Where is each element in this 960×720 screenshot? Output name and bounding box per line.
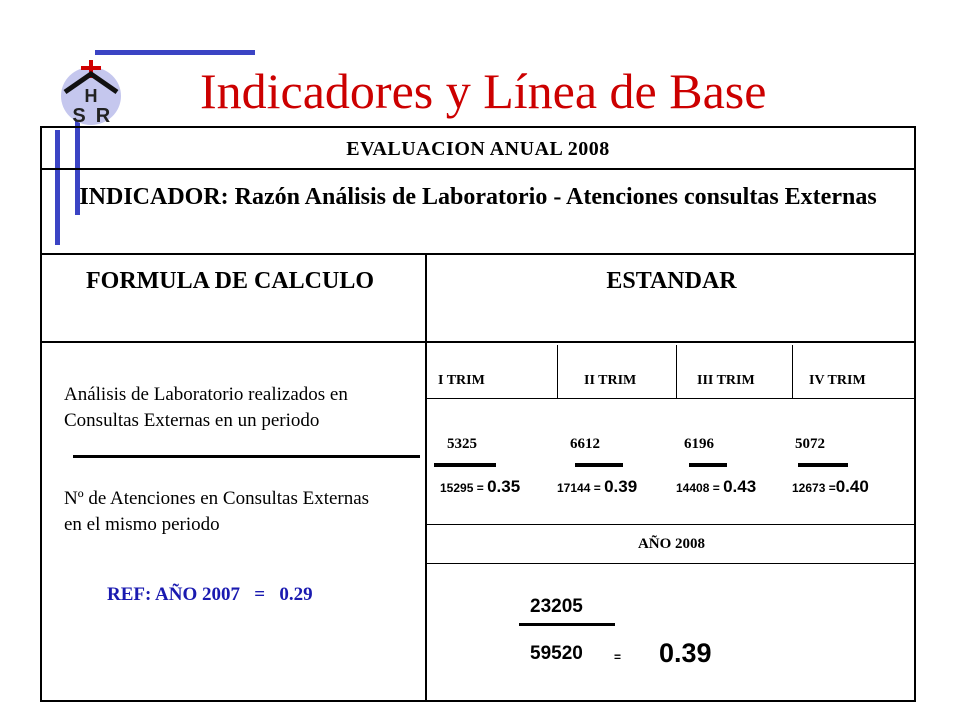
table-divider-1 [40,168,916,170]
quarter-numerator-1: 5325 [447,436,477,452]
indicator-heading: INDICADOR: Razón Análisis de Laboratorio - Atenciones consultas Externas [79,184,877,210]
quarter-denominator-1: 15295 [440,481,474,495]
standard-column-header: ESTANDAR [606,268,737,294]
table-divider-3 [40,341,916,343]
quarter-result-2: 17144 = 0.39 [557,477,638,496]
quarter-denominator-2: 17144 [557,481,591,495]
quarter-denominator-4: 12673 [792,481,826,495]
annual-numerator: 23205 [530,596,583,617]
annual-equals: = [614,650,622,664]
quarter-numerator-2: 6612 [570,436,600,452]
table-column-divider [425,253,427,702]
accent-bar-top [95,50,255,55]
quarter-fraction-bar-4 [798,463,848,467]
hsr-logo [55,58,127,128]
annual-header-divider [427,563,916,564]
quarter-numerator-3: 6196 [684,436,714,452]
quarter-result-3: 14408 = 0.43 [676,477,757,496]
quarter-ratio-4: 0.40 [835,477,869,496]
formula-column-header: FORMULA DE CALCULO [85,268,374,294]
logo-letter-s: S [72,105,86,127]
logo-letter-h: H [84,86,98,106]
annual-fraction-bar [519,623,615,626]
quarter-label-2: II TRIM [584,373,637,388]
quarter-numerator-4: 5072 [795,436,825,452]
quarter-result-4: 12673 =0.40 [792,477,869,496]
quarter-label-1: I TRIM [438,373,485,388]
logo-letter-r: R [95,105,111,127]
quarter-divider-2 [676,345,677,398]
evaluation-heading: EVALUACION ANUAL 2008 [346,138,610,160]
formula-denominator: Nº de Atenciones en Consultas Externas en el mismo periodo [64,488,370,535]
quarter-header-divider [427,398,916,399]
quarter-values-divider [427,524,916,525]
quarter-divider-1 [557,345,558,398]
page-title: Indicadores y Línea de Base [200,63,767,119]
quarter-result-1: 15295 = 0.35 [440,477,521,496]
formula-numerator: Análisis de Laboratorio realizados en Consultas Externas en un periodo [64,384,348,431]
quarter-ratio-3: 0.43 [723,477,757,496]
quarter-fraction-bar-1 [434,463,496,467]
quarter-divider-3 [792,345,793,398]
formula-fraction-bar [73,455,420,458]
quarter-ratio-1: 0.35 [487,477,521,496]
reference-value: REF: AÑO 2007 = 0.29 [107,584,313,605]
quarter-label-3: III TRIM [697,373,755,388]
quarter-fraction-bar-3 [689,463,727,467]
table-divider-2 [40,253,916,255]
annual-denominator: 59520 [530,643,583,664]
annual-result: 0.39 [659,638,712,668]
annual-label: AÑO 2008 [637,536,706,552]
quarter-ratio-2: 0.39 [604,477,638,496]
quarter-fraction-bar-2 [575,463,623,467]
quarter-denominator-3: 14408 [676,481,710,495]
quarter-label-4: IV TRIM [809,373,866,388]
